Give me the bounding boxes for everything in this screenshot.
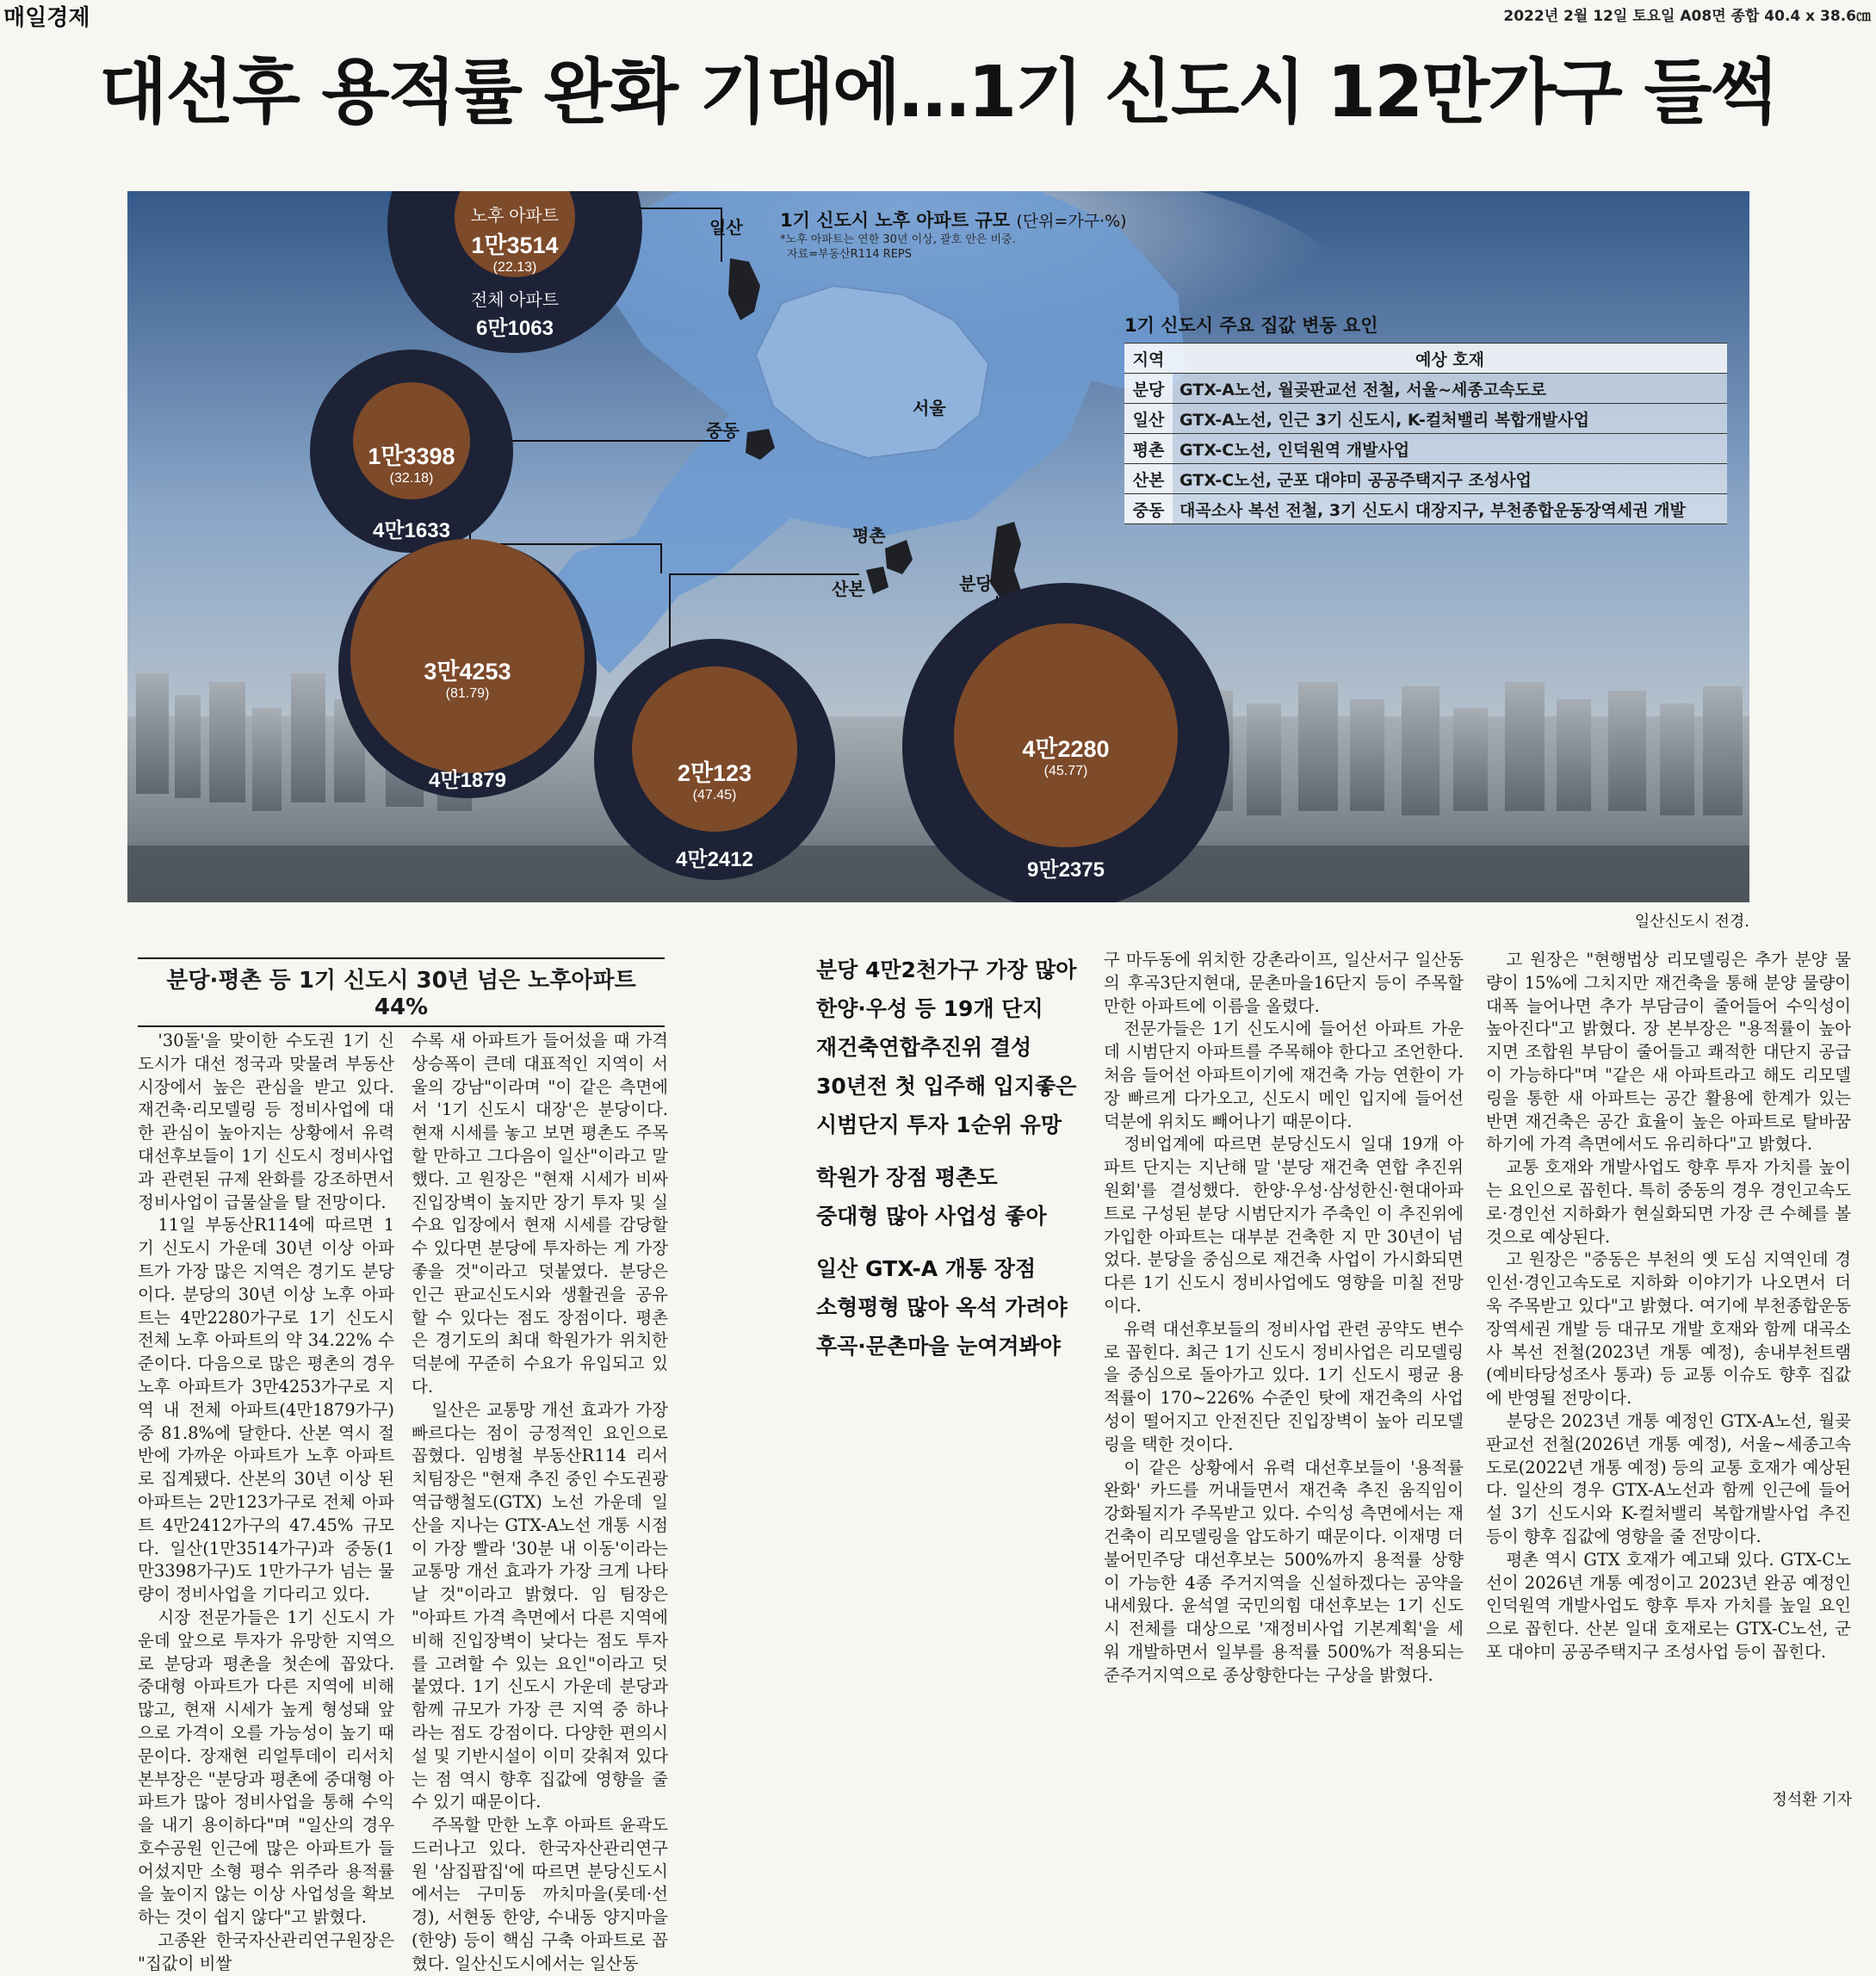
paragraph: 이 같은 상황에서 유력 대선후보들이 '용적률 완화' 카드를 꺼내들면서 재건축 추진 움직임이 강화될지가 주목받고 있다. 수익성 측면에서는 재건축이 리모델링을 압도하기 때문이다. 이재명 더불어민주당 대선후보는 500%까지 용적률 상향이 가능한 4종 주거지역을 신설하겠다는 공약을 내세웠다. 윤석열 국민의힘 대선후보는 1기 신도시 전체를 대상으로 '재정비사업 기본계획'을 세워 개발하면서 일부를 용적률 500%가 적용되는 준주거지역으로 종상향한다는 구상을 밝혔다. (1104, 1457, 1464, 1685)
deck-line: 분당 4만2천가구 가장 많아 (816, 957, 1077, 982)
paragraph: 시장 전문가들은 1기 신도시 가운데 앞으로 투자가 유망한 지역으로 분당과 평촌을 첫손에 꼽았다. 중대형 아파트가 다른 지역에 비해 많고, 현재 시세가 높게 형성돼 앞으로 가격이 오를 가능성이 높기 때문이다. 장재현 리얼투데이 리서치본부장은 "분당과 평촌에 중대형 아파트가 많아 정비사업을 통해 수익을 내기 용이하다"며 "일산의 경우 호수공원 인근에 많은 아파트가 들어섰지만 소형 평수 위주라 용적률을 높이지 않는 이상 사업성을 확보하는 것이 쉽지 않다"고 밝혔다. (138, 1607, 394, 1928)
factor-benefit: GTX-C노선, 군포 대야미 공공주택지구 조성사업 (1173, 464, 1727, 494)
deck-group (816, 1158, 1100, 1236)
deck-group (816, 1249, 1100, 1366)
sanbon-old-pct: (47.45) (692, 788, 737, 802)
deck-line: 한양·우성 등 19개 단지 (816, 996, 1043, 1021)
graphic-note-block (780, 232, 1016, 262)
ilsan-circle (446, 201, 584, 341)
factor-region: 산본 (1124, 464, 1173, 494)
factor-benefit: GTX-C노선, 인덕원역 개발사업 (1173, 434, 1727, 464)
graphic-unit: (단위=가구·%) (1016, 212, 1127, 231)
article-column-4 (1486, 949, 1851, 1664)
deck-line: 소형평형 많아 옥석 가려야 (816, 1295, 1068, 1320)
total-apt-label: 전체 아파트 (470, 291, 560, 310)
ilsan-old-pct: (22.13) (492, 260, 537, 275)
sanbon-old-value: 2만123 (677, 760, 752, 786)
factors-box (1124, 312, 1749, 524)
photo-background (127, 191, 1749, 902)
paragraph: 구 마두동에 위치한 강촌라이프, 일산서구 일산동의 후곡3단지현대, 문촌마을16단지 등이 주목할 만한 아파트에 이름을 올렸다. (1104, 950, 1464, 1016)
factor-region: 분당 (1124, 374, 1173, 404)
graphic-note: *노후 아파트는 연한 30년 이상, 괄호 안은 비중. (780, 233, 1016, 246)
byline: 정석환 기자 (1772, 1791, 1852, 1809)
paragraph: 일산은 교통망 개선 효과가 가장 빠르다는 점이 긍정적인 요인으로 꼽혔다. 임병철 부동산R114 리서치팀장은 "현재 추진 중인 수도권광역급행철도(GTX) 노선 가운데 일산을 지나는 GTX-A노선 개통 시점이 가장 빨라 '30분 내 이동'이라는 교통망 개선 효과가 가장 크게 나타날 것"이라고 밝혔다. 임 팀장은 "아파트 가격 측면에서 다른 지역에 비해 진입장벽이 낮다는 점도 투자를 고려할 수 있는 요인"이라고 덧붙였다. 1기 신도시 가운데 분당과 함께 규모가 가장 큰 지역 중 하나라는 점도 강점이다. 다양한 편의시설 및 기반시설이 이미 갖춰져 있다는 점 역시 향후 집값에 영향을 줄 수 있기 때문이다. (412, 1399, 668, 1812)
sanbon-circle (646, 754, 783, 803)
bundang-old-value: 4만2280 (1022, 736, 1110, 762)
pyeongchon-old-value: 3만4253 (424, 659, 511, 684)
deck-line: 시범단지 투자 1순위 유망 (816, 1112, 1062, 1137)
map-label-jungdong: 중동 (706, 422, 740, 441)
paragraph: '30돌'을 맞이한 수도권 1기 신도시가 대선 정국과 맞물려 부동산 시장에서 높은 관심을 받고 있다. 재건축·리모델링 등 정비사업에 대한 관심이 높아지는 상황에서 유력 대선후보들이 1기 신도시 정비사업과 관련된 규제 완화를 강조하면서 정비사업이 급물살을 탈 전망이다. (138, 1031, 394, 1212)
map-label-seoul: 서울 (913, 400, 946, 418)
map-label-bundang: 분당 (959, 575, 993, 594)
jungdong-total-value: 4만1633 (373, 519, 450, 542)
bundang-old-pct: (45.77) (1043, 764, 1088, 778)
table-row (1124, 464, 1727, 494)
article-subhead: 분당·평촌 등 1기 신도시 30년 넘은 노후아파트 44% (138, 957, 665, 1027)
old-apt-label: 노후 아파트 (470, 207, 560, 226)
ilsan-total-value: 6만1063 (476, 317, 554, 340)
photo-caption: 일산신도시 전경. (1634, 913, 1749, 931)
deck-line: 학원가 장점 평촌도 (816, 1165, 998, 1190)
article-column-1 (138, 1030, 394, 1976)
paragraph: 유력 대선후보들의 정비사업 관련 공약도 변수로 꼽힌다. 최근 1기 신도시 정비사업은 리모델링을 중심으로 돌아가고 있다. 1기 신도시 평균 용적률이 170~226% 수준인 탓에 재건축의 사업성이 떨어지고 안전진단 진입장벽이 높아 리모델링을 택한 것이다. (1104, 1318, 1464, 1454)
article-column-3 (1104, 949, 1464, 1688)
deck-group (816, 951, 1100, 1144)
paragraph: 11일 부동산R114에 따르면 1기 신도시 가운데 30년 이상 아파트가 가장 많은 지역은 경기도 분당이다. 분당의 30년 이상 노후 아파트는 4만2280가구로 1기 신도시 전체 노후 아파트의 약 34.22% 수준이다. 다음으로 많은 평촌의 경우 노후 아파트가 3만4253가구로 지역 내 전체 아파트(4만1879가구) 중 81.8%에 달한다. 산본 역시 절반에 가까운 아파트가 노후 아파트로 집계됐다. 산본의 30년 이상 된 아파트는 2만123가구로 전체 아파트 4만2412가구의 47.45% 규모다. 일산(1만3514가구)과 중동(1만3398가구)도 1만가구가 넘는 물량이 정비사업을 기다리고 있다. (138, 1215, 394, 1605)
paragraph: 수록 새 아파트가 들어섰을 때 가격 상승폭이 큰데 대표적인 지역이 서울의 강남"이라며 "이 같은 측면에서 '1기 신도시 대장'은 분당이다. 현재 시세를 놓고 보면 평촌도 주목할 만하고 그다음이 일산"이라고 말했다. 고 원장은 "현재 시세가 비싸 진입장벽이 높지만 장기 투자 및 실수요 입장에서 현재 시세를 감당할 수 있다면 분당에 투자하는 게 가장 좋을 것"이라고 덧붙였다. 분당은 인근 판교신도시와 생활권을 공유할 수 있다는 점도 장점이다. 평촌은 경기도의 최대 학원가가 위치한 덕분에 꾸준히 수요가 유입되고 있다. (412, 1031, 668, 1397)
factors-header-row (1124, 344, 1727, 374)
infographic-photo (127, 191, 1749, 902)
jungdong-old-pct: (32.18) (389, 471, 434, 486)
jungdong-old-value: 1만3398 (368, 443, 455, 469)
factors-title: 1기 신도시 주요 집값 변동 요인 (1124, 315, 1378, 336)
paragraph: 교통 호재와 개발사업도 향후 투자 가치를 높이는 요인으로 꼽힌다. 특히 중동의 경우 경인고속도로·경인선 지하화가 현실화되면 가장 큰 수혜를 볼 것으로 예상된다. (1486, 1157, 1851, 1247)
deck-line: 30년전 첫 입주해 입지좋은 (816, 1074, 1077, 1099)
graphic-title-text: 1기 신도시 노후 아파트 규모 (780, 210, 1011, 231)
graphic-title (780, 207, 1127, 232)
paragraph: 평촌 역시 GTX 호재가 예고돼 있다. GTX-C노선이 2026년 개통 예정이고 2023년 완공 예정인 인덕원역 개발사업도 향후 투자 가치를 높일 요인으로 꼽힌다. 산본 일대 호재로는 GTX-C노선, 군포 대야미 공공주택지구 조성사업 등이 꼽힌다. (1486, 1549, 1851, 1662)
pyeongchon-circle (399, 653, 536, 702)
newspaper-brand: 매일경제 (3, 5, 90, 31)
article-decks (816, 951, 1100, 1379)
deck-line: 중대형 많아 사업성 좋아 (816, 1204, 1047, 1229)
map-label-sanbon: 산본 (832, 580, 865, 599)
map-label-pyeongchon: 평촌 (852, 527, 886, 546)
factors-table (1124, 343, 1727, 524)
factor-benefit: GTX-A노선, 월곶판교선 전철, 서울~세종고속도로 (1173, 374, 1727, 404)
factor-region: 평촌 (1124, 434, 1173, 464)
sanbon-total-value: 4만2412 (676, 848, 753, 871)
map-label-ilsan: 일산 (709, 219, 743, 238)
bundang-total-value: 9만2375 (1027, 858, 1105, 882)
factor-benefit: GTX-A노선, 인근 3기 신도시, K-컬처밸리 복합개발사업 (1173, 404, 1727, 434)
table-row (1124, 434, 1727, 464)
bundang-circle (988, 730, 1143, 779)
paragraph: 주목할 만한 노후 아파트 윤곽도 드러나고 있다. 한국자산관리연구원 '삼집팝집'에 따르면 분당신도시에서는 구미동 까치마을(롯데·선경), 서현동 한양, 수내동 양지마을(한양) 등이 핵심 구축 아파트로 꼽혔다. 일산신도시에서는 일산동 (412, 1815, 668, 1973)
paragraph: 고종완 한국자산관리연구원장은 "집값이 비쌀 (138, 1930, 394, 1973)
article-column-2 (412, 1030, 668, 1976)
factor-benefit: 대곡소사 복선 전철, 3기 신도시 대장지구, 부천종합운동장역세권 개발 (1173, 494, 1727, 524)
factors-header-benefit: 예상 호재 (1173, 344, 1727, 374)
deck-line: 재건축연합추진위 결성 (816, 1035, 1032, 1060)
pyeongchon-total-value: 4만1879 (429, 769, 506, 792)
paragraph: 고 원장은 "현행법상 리모델링은 추가 분양 물량이 15%에 그치지만 재건축을 통해 분양 물량이 대폭 늘어나면 추가 부담금이 줄어들어 수익성이 높아진다"고 밝혔다. 장 본부장은 "용적률이 높아지면 조합원 부담이 줄어들고 쾌적한 대단지 공급이 가능하다"며 "같은 새 아파트라고 해도 리모델링을 통한 새 아파트는 공간 활용에 한계가 있는 반면 재건축은 공간 효율이 높은 아파트로 탈바꿈하기에 가격 측면에서도 유리하다"고 밝혔다. (1486, 950, 1851, 1155)
table-row (1124, 404, 1727, 434)
factor-region: 일산 (1124, 404, 1173, 434)
paragraph: 고 원장은 "중동은 부천의 옛 도심 지역인데 경인선·경인고속도로 지하화 이야기가 나오면서 더욱 주목받고 있다"고 밝혔다. 여기에 부천종합운동장역세권 개발 등 대규모 개발 호재와 함께 대곡소사 복선 전철(2023년 개통 예정), 송내부천트램(예비타당성조사 통과) 등 교통 이슈도 향후 집값에 반영될 전망이다. (1486, 1249, 1851, 1409)
graphic-source: 자료=부동산R114 REPS (787, 248, 912, 261)
dateline: 2022년 2월 12일 토요일 A08면 종합 40.4 x 38.6㎝ (1503, 8, 1871, 25)
paragraph: 분당은 2023년 개통 예정인 GTX-A노선, 월곶판교선 전철(2026년 개통 예정), 서울~세종고속도로(2022년 개통 예정) 등의 교통 호재가 예상된다. 일산의 경우 GTX-A노선과 함께 인근에 들어설 3기 신도시와 K-컬처밸리 복합개발사업 추진 등이 향후 집값에 영향을 줄 전망이다. (1486, 1410, 1851, 1546)
masthead (0, 0, 1876, 29)
factors-header-region: 지역 (1124, 344, 1173, 374)
paragraph: 전문가들은 1기 신도시에 들어선 아파트 가운데 시범단지 아파트를 주목해야 한다고 조언한다. 처음 들어선 아파트이기에 재건축 가능 연한이 가장 빠르게 다가오고, 신도시 메인 입지에 들어선 덕분에 위치도 빼어나기 때문이다. (1104, 1019, 1464, 1131)
ilsan-old-value: 1만3514 (471, 232, 559, 258)
paragraph: 정비업계에 따르면 분당신도시 일대 19개 아파트 단지는 지난해 말 '분당 재건축 연합 추진위원회'를 결성했다. 한양·우성·삼성한신·현대아파트로 구성된 분당 시범단지가 주축인 이 추진위에 가입한 아파트는 대부분 건축한 지 만 30년이 넘었다. 분당을 중심으로 재건축 사업이 가시화되면 다른 1기 신도시 정비사업에도 영향을 미칠 전망이다. (1104, 1134, 1464, 1316)
table-row (1124, 374, 1727, 404)
table-row (1124, 494, 1727, 524)
pyeongchon-old-pct: (81.79) (445, 686, 490, 701)
deck-line: 후곡·문촌마을 눈여겨봐야 (816, 1334, 1061, 1359)
headline: 대선후 용적률 완화 기대에…1기 신도시 12만가구 들썩 (99, 52, 1777, 133)
deck-line: 일산 GTX-A 개통 장점 (816, 1256, 1037, 1281)
factor-region: 중동 (1124, 494, 1173, 524)
jungdong-circle (343, 437, 480, 486)
